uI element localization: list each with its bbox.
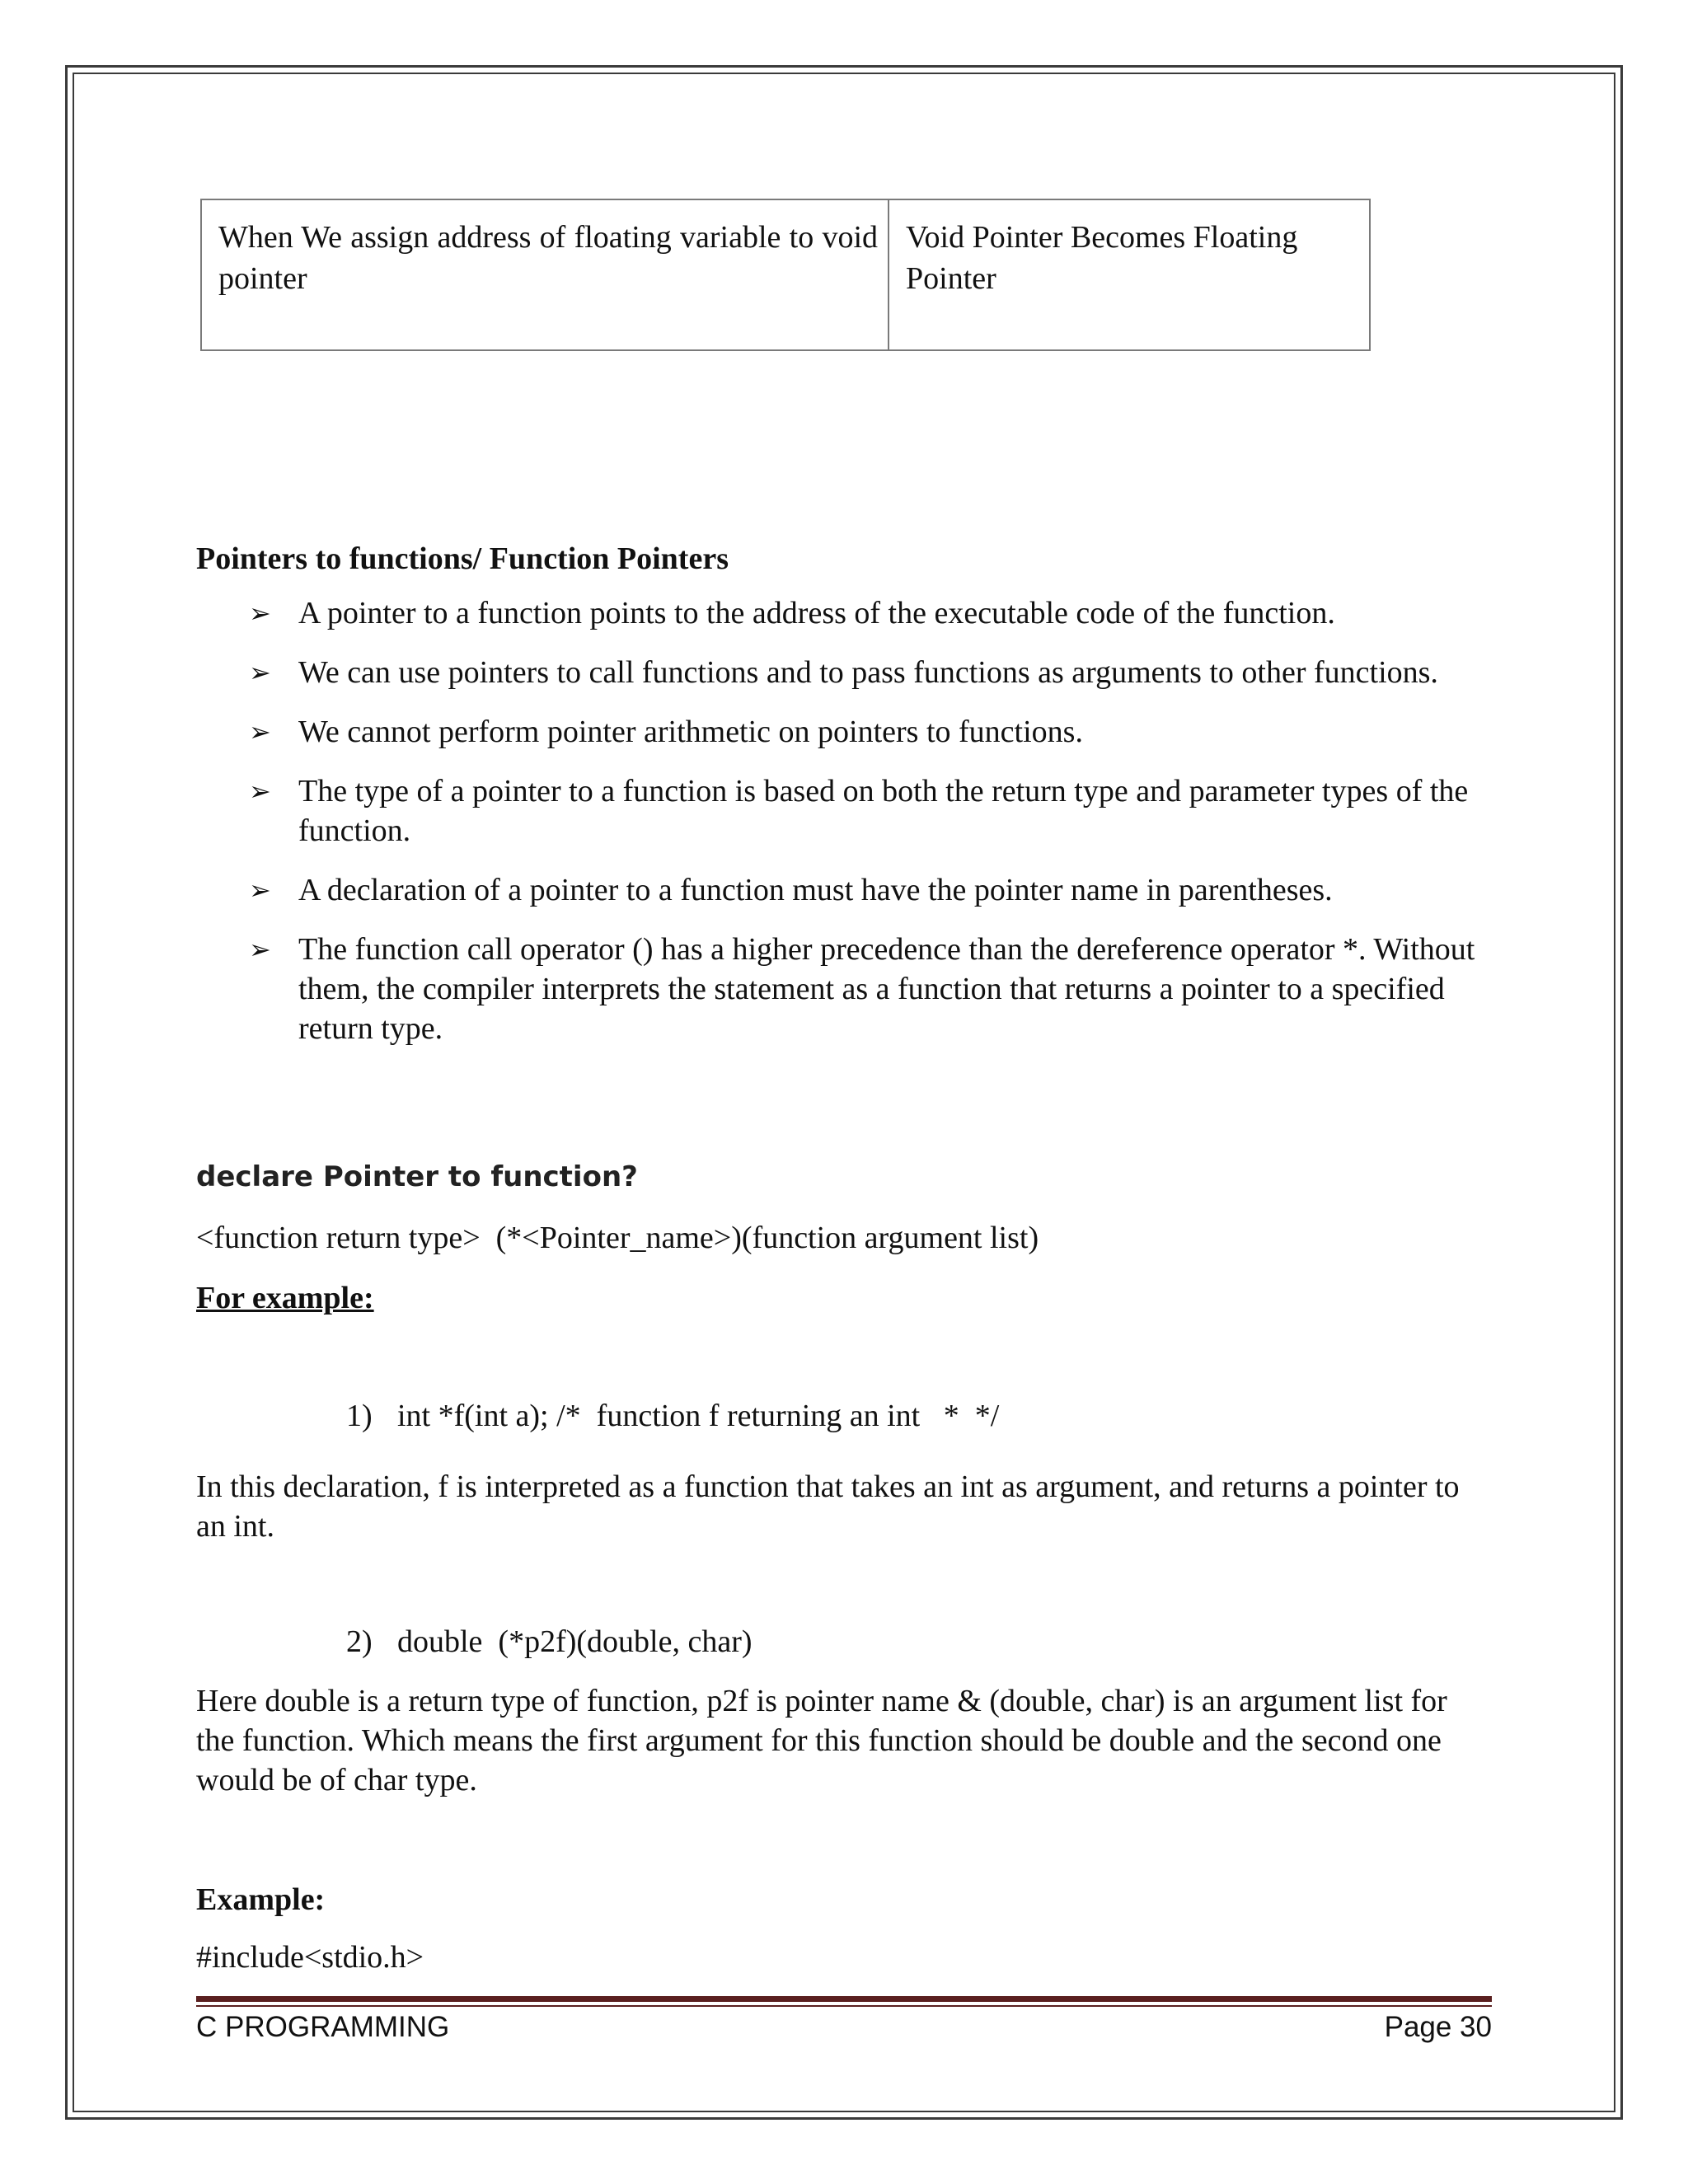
page-number: Page 30 xyxy=(1384,2011,1492,2043)
table-cell-condition: When We assign address of floating variable to void pointer xyxy=(201,199,889,350)
arrow-bullet-icon: ➢ xyxy=(249,716,271,748)
example-1-description: In this declaration, f is interpreted as a function that takes an int as argument, and returns a pointer to an int. xyxy=(196,1469,1460,1544)
arrow-bullet-icon: ➢ xyxy=(249,657,271,688)
example-2-code: double (*p2f)(double, char) xyxy=(397,1624,753,1659)
section-heading: Pointers to functions/ Function Pointers xyxy=(196,541,729,576)
table-cell-result: Void Pointer Becomes Floating Pointer xyxy=(889,199,1370,350)
example-1-code: int *f(int a); /* function f returning an int * */ xyxy=(397,1399,1000,1433)
example-heading: Example: xyxy=(196,1882,326,1917)
example-2-description: Here double is a return type of function, p2f is pointer name & (double, char) is an argument list for the function. Which means the first argument for this function should be double and the second one would be of char type. xyxy=(196,1684,1447,1797)
declare-subheading: declare Pointer to function? xyxy=(196,1160,638,1193)
footer-rule-thin xyxy=(196,2005,1492,2007)
for-example-label: For example: xyxy=(196,1281,374,1315)
footer-title: C PROGRAMMING xyxy=(196,2011,450,2043)
list-item: ➢ The type of a pointer to a function is based on both the return type and parameter types of the function. xyxy=(196,771,1490,851)
example-1-number: 1) xyxy=(346,1399,373,1433)
arrow-bullet-icon: ➢ xyxy=(249,776,271,807)
example-2-number: 2) xyxy=(346,1624,373,1659)
bullet-list xyxy=(196,593,1490,1068)
list-item: ➢ We can use pointers to call functions and to pass functions as arguments to other functions. xyxy=(196,653,1490,692)
page-border-inner xyxy=(73,73,1615,2112)
list-item: ➢ The function call operator () has a higher precedence than the dereference operator *. Without them, the compiler interprets the statement as a function that returns a pointer to a specified return type. xyxy=(196,930,1490,1048)
void-pointer-table xyxy=(200,199,1371,351)
code-include-line: #include<stdio.h> xyxy=(196,1940,424,1975)
list-item: ➢ We cannot perform pointer arithmetic on pointers to functions. xyxy=(196,712,1490,752)
list-item: ➢ A declaration of a pointer to a function must have the pointer name in parentheses. xyxy=(196,870,1490,910)
arrow-bullet-icon: ➢ xyxy=(249,598,271,629)
declaration-syntax: <function return type> (*<Pointer_name>)(function argument list) xyxy=(196,1221,1039,1255)
list-item: ➢ A pointer to a function points to the address of the executable code of the function. xyxy=(196,593,1490,633)
arrow-bullet-icon: ➢ xyxy=(249,874,271,906)
table-row xyxy=(201,199,1370,350)
footer-rule-thick xyxy=(196,1996,1492,2002)
arrow-bullet-icon: ➢ xyxy=(249,934,271,965)
